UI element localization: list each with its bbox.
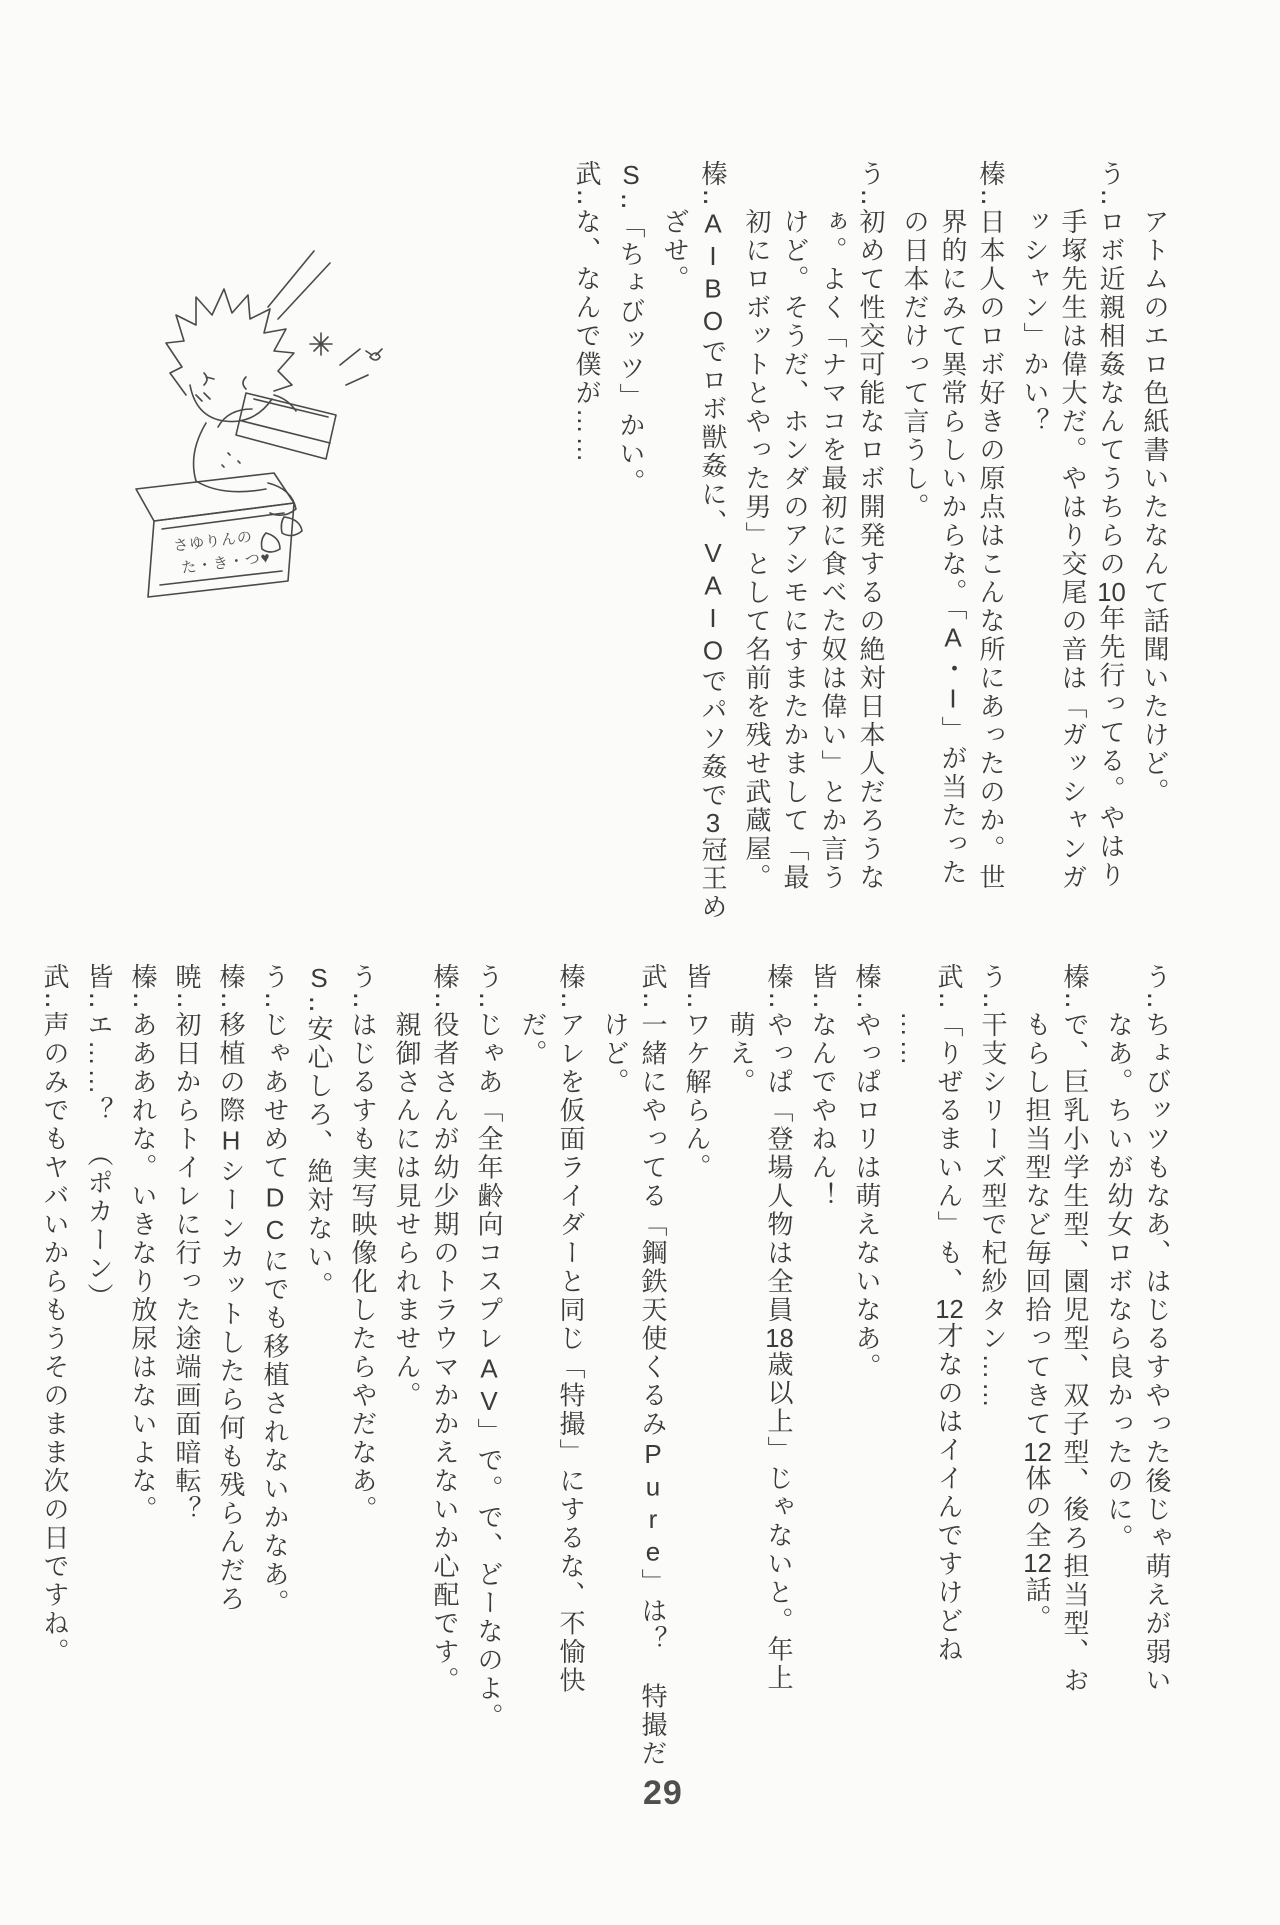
hair-strand: [268, 251, 314, 307]
text-column: ぁ。よく「ナマコを最初に食べた奴は偉い」とか言う: [818, 208, 848, 892]
text-column: 親御さんには見せられません。: [392, 1011, 422, 1410]
spark-icon: [310, 333, 332, 355]
text-column: 界的にみて異常らしいからな。「A・I」が当たった: [938, 208, 968, 887]
text-column: 武‥「りぜるまいん」も、12才なのはイイんですけどね: [934, 963, 964, 1665]
chibi-character-drawing: [78, 245, 398, 645]
text-column: 榛‥日本人のロボ好きの原点はこんな所にあったのか。世: [976, 160, 1006, 893]
text-column: 武‥な、なんで僕が……: [572, 160, 602, 465]
text-column: 榛‥やっぱ「登場人物は全員18歳以上」じゃないと。年上: [764, 963, 794, 1693]
text-column: 榛‥AIBOでロボ獣姦に、VAIOでパソ姦で3冠王め: [698, 160, 728, 922]
floor-box-front: [148, 503, 294, 597]
text-column: の日本だけって言うし。: [900, 208, 930, 522]
held-box: [236, 393, 336, 459]
text-column: 榛‥で、巨乳小学生型、園児型、双子型、後ろ担当型、お: [1060, 963, 1090, 1696]
blush-marks: [196, 393, 210, 401]
arm: [218, 409, 252, 427]
text-column: 榛‥役者さんが幼少期のトラウマかかえないか心配です。: [430, 963, 460, 1696]
text-column: う‥じゃあせめてDCにでも移植されないかなあ。: [260, 963, 290, 1618]
text-column: 武‥声のみでもヤバいからもうそのまま次の日ですね。: [40, 963, 70, 1667]
text-column: う‥初めて性交可能なロボ開発するの絶対日本人だろうな: [856, 160, 886, 893]
text-column: 榛‥アレを仮面ライダーと同じ「特撮」にするな、不愉快: [556, 963, 586, 1696]
text-column: ッシャン」かい？: [1020, 208, 1050, 436]
box-label-line2: た・き・つ♥: [180, 549, 272, 577]
top-dialogue-block: [568, 160, 1174, 1040]
page-number: 29: [643, 1774, 683, 1812]
text-column: だ。: [518, 1011, 548, 1068]
illustration: [78, 245, 398, 645]
text-column: ざせ。: [660, 208, 690, 294]
text-column: けど。そうだ、ホンダのアシモにすまたかまして「最: [780, 208, 810, 892]
eye: [204, 373, 207, 385]
text-column: う‥ロボ近親相姦なんてうちらの10年先行ってる。やはり: [1096, 160, 1126, 890]
hair-spikes: [166, 289, 294, 395]
text-column: 手塚先生は偉大だ。やはり交尾の音は「ガッシャンガ: [1058, 208, 1088, 892]
fly-icon: [366, 349, 382, 360]
text-column: S‥安心しろ、絶対ない。: [304, 963, 334, 1301]
text-column: 萌え。: [726, 1011, 756, 1097]
text-column: 初にロボットとやった男」として名前を残せ武蔵屋。: [742, 208, 772, 892]
box-label-line1: さゆりんの: [172, 528, 254, 555]
bottom-dialogue-block: [36, 963, 1176, 1795]
text-column: 武‥一緒にやってる「鋼鉄天使くるみPure」は？ 特撮だ: [638, 963, 668, 1769]
text-column: う‥はじるすも実写映像化したらやだなあ。: [348, 963, 378, 1525]
text-column: う‥干支シリーズ型で杞紗タン……: [978, 963, 1008, 1411]
text-column: う‥ちょびッツもなあ、はじるすやった後じゃ萌えが弱い: [1142, 963, 1172, 1696]
crumbs: [222, 453, 240, 467]
text-column: なあ。ちいが幼女ロボなら良かったのに。: [1104, 1011, 1134, 1553]
text-column: けど。: [600, 1011, 630, 1097]
text-column: う‥じゃあ「全年齢向コスプレAV」で。で、どーなのよ。: [474, 963, 504, 1732]
text-column: 暁‥初日からトイレに行った途端画面暗転？: [172, 963, 202, 1525]
face-outline: [190, 385, 272, 422]
text-column: 榛‥やっぱロリは萌えないなあ。: [852, 963, 882, 1382]
eye: [243, 377, 246, 389]
motion-lines: [340, 349, 368, 385]
text-column: S‥「ちょびッツ」かい。: [616, 160, 646, 498]
text-column: もらし担当型など毎回拾ってきて12体の全12話。: [1022, 1011, 1052, 1633]
held-box-lines: [242, 399, 330, 443]
text-column: 皆‥ワケ解らん。: [682, 963, 712, 1183]
text-column: 榛‥あああれな。いきなり放尿はないよな。: [128, 963, 158, 1525]
text-column: 皆‥なんでやねん！: [808, 963, 838, 1211]
text-column: 榛‥移植の際Hシーンカットしたら何も残らんだろ: [216, 963, 246, 1614]
hair-strand: [278, 263, 330, 319]
text-column: 皆‥エ……？ （ポカーン）: [84, 963, 114, 1312]
text-column: アトムのエロ色紙書いたなんて話聞いたけど。: [1140, 208, 1170, 807]
text-column: ……: [896, 1011, 926, 1068]
